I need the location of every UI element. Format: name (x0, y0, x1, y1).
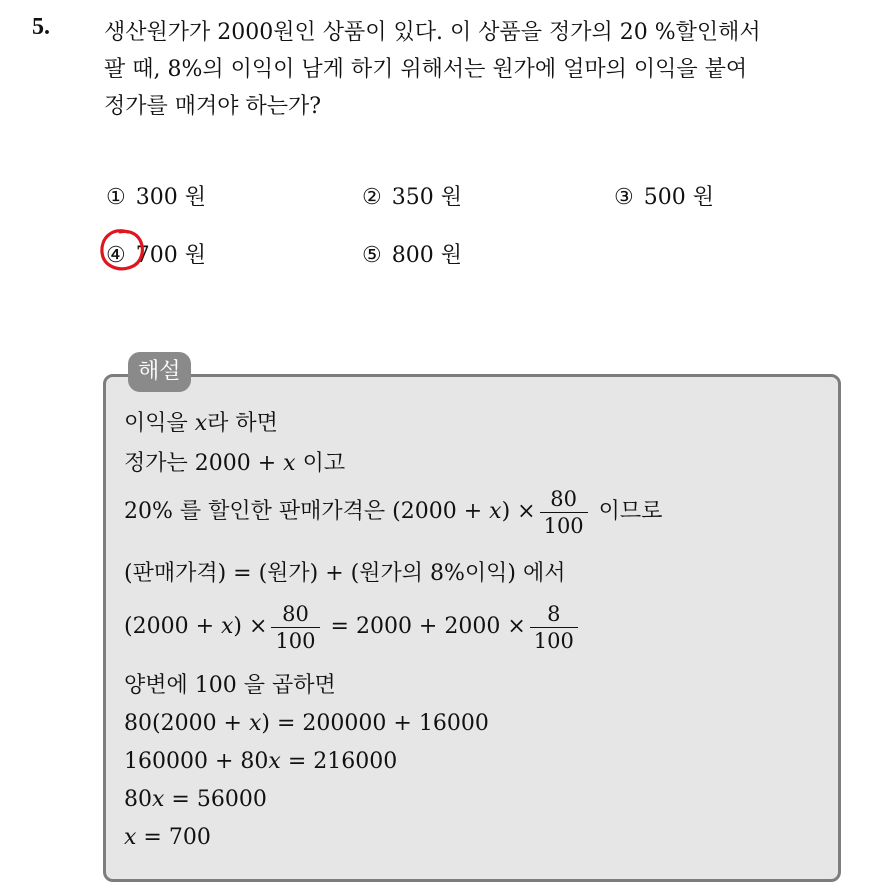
text: (2000 + (124, 614, 221, 639)
text: = 700 (136, 825, 211, 850)
text: 20% 를 할인한 판매가격은 (2000 + (124, 499, 490, 524)
text: 이익을 (124, 411, 195, 436)
choice-mark: ② (362, 185, 382, 210)
text: ) × (501, 499, 536, 524)
denominator: 100 (533, 628, 574, 653)
text: = 216000 (280, 749, 398, 774)
solution-line (124, 708, 489, 740)
solution-line: (판매가격) = (원가) + (원가의 8%이익) 에서 (124, 561, 566, 586)
choice-mark: ④ (106, 243, 126, 268)
fraction (540, 486, 588, 539)
variable: x (283, 451, 296, 476)
solution-line (124, 408, 278, 440)
question-line: 팔 때, 8%의 이익이 남게 하기 위해서는 원가에 얼마의 이익을 붙여 (104, 57, 748, 82)
variable: x (489, 499, 502, 524)
solution-line (124, 596, 582, 658)
choice-text: 350 원 (391, 185, 462, 210)
variable: x (221, 614, 234, 639)
text: ) × (233, 614, 268, 639)
text: = 2000 + 2000 × (323, 614, 526, 639)
variable: x (124, 825, 137, 850)
question-line: 정가를 매겨야 하는가? (104, 94, 322, 119)
text: 80(2000 + (124, 711, 249, 736)
question-text (104, 14, 864, 125)
variable: x (194, 411, 208, 436)
answer-circle-icon (98, 228, 146, 274)
choice-mark: ③ (614, 185, 634, 210)
solution-line (124, 482, 662, 542)
question-number: 5. (32, 14, 50, 40)
text: 이고 (295, 451, 346, 476)
solution-line (124, 448, 345, 480)
text: 160000 + 80 (124, 749, 269, 774)
choice-mark: ① (106, 185, 126, 210)
numerator: 80 (540, 486, 588, 513)
text: = 56000 (164, 787, 267, 812)
choice-text: 500 원 (643, 185, 714, 210)
text: 정가는 2000 + (124, 451, 284, 476)
numerator: 80 (271, 601, 319, 628)
variable: x (268, 749, 281, 774)
choice-text: 700 원 (135, 243, 206, 268)
denominator: 100 (275, 628, 316, 653)
text: ) = 200000 + 16000 (261, 711, 489, 736)
choice-text: 300 원 (135, 185, 206, 210)
numerator: 8 (530, 601, 578, 628)
text: 라 하면 (207, 411, 278, 436)
fraction (530, 601, 578, 654)
fraction (271, 601, 319, 654)
choice-mark: ⑤ (362, 243, 382, 268)
text: 80 (124, 787, 152, 812)
variable: x (249, 711, 262, 736)
variable: x (152, 787, 165, 812)
solution-line (124, 746, 397, 778)
text: 이므로 (591, 499, 663, 524)
choice-1[interactable] (106, 180, 206, 211)
choice-text: 800 원 (391, 243, 462, 268)
denominator: 100 (543, 513, 584, 538)
solution-line (124, 784, 267, 816)
solution-line (124, 822, 211, 854)
choice-2[interactable] (362, 180, 462, 211)
solution-tag: 해설 (128, 352, 191, 392)
choice-5[interactable] (362, 238, 462, 269)
question-line: 생산원가가 2000원인 상품이 있다. 이 상품을 정가의 20 %할인해서 (104, 20, 761, 45)
choice-3[interactable] (614, 180, 714, 211)
solution-line: 양변에 100 을 곱하면 (124, 673, 336, 698)
